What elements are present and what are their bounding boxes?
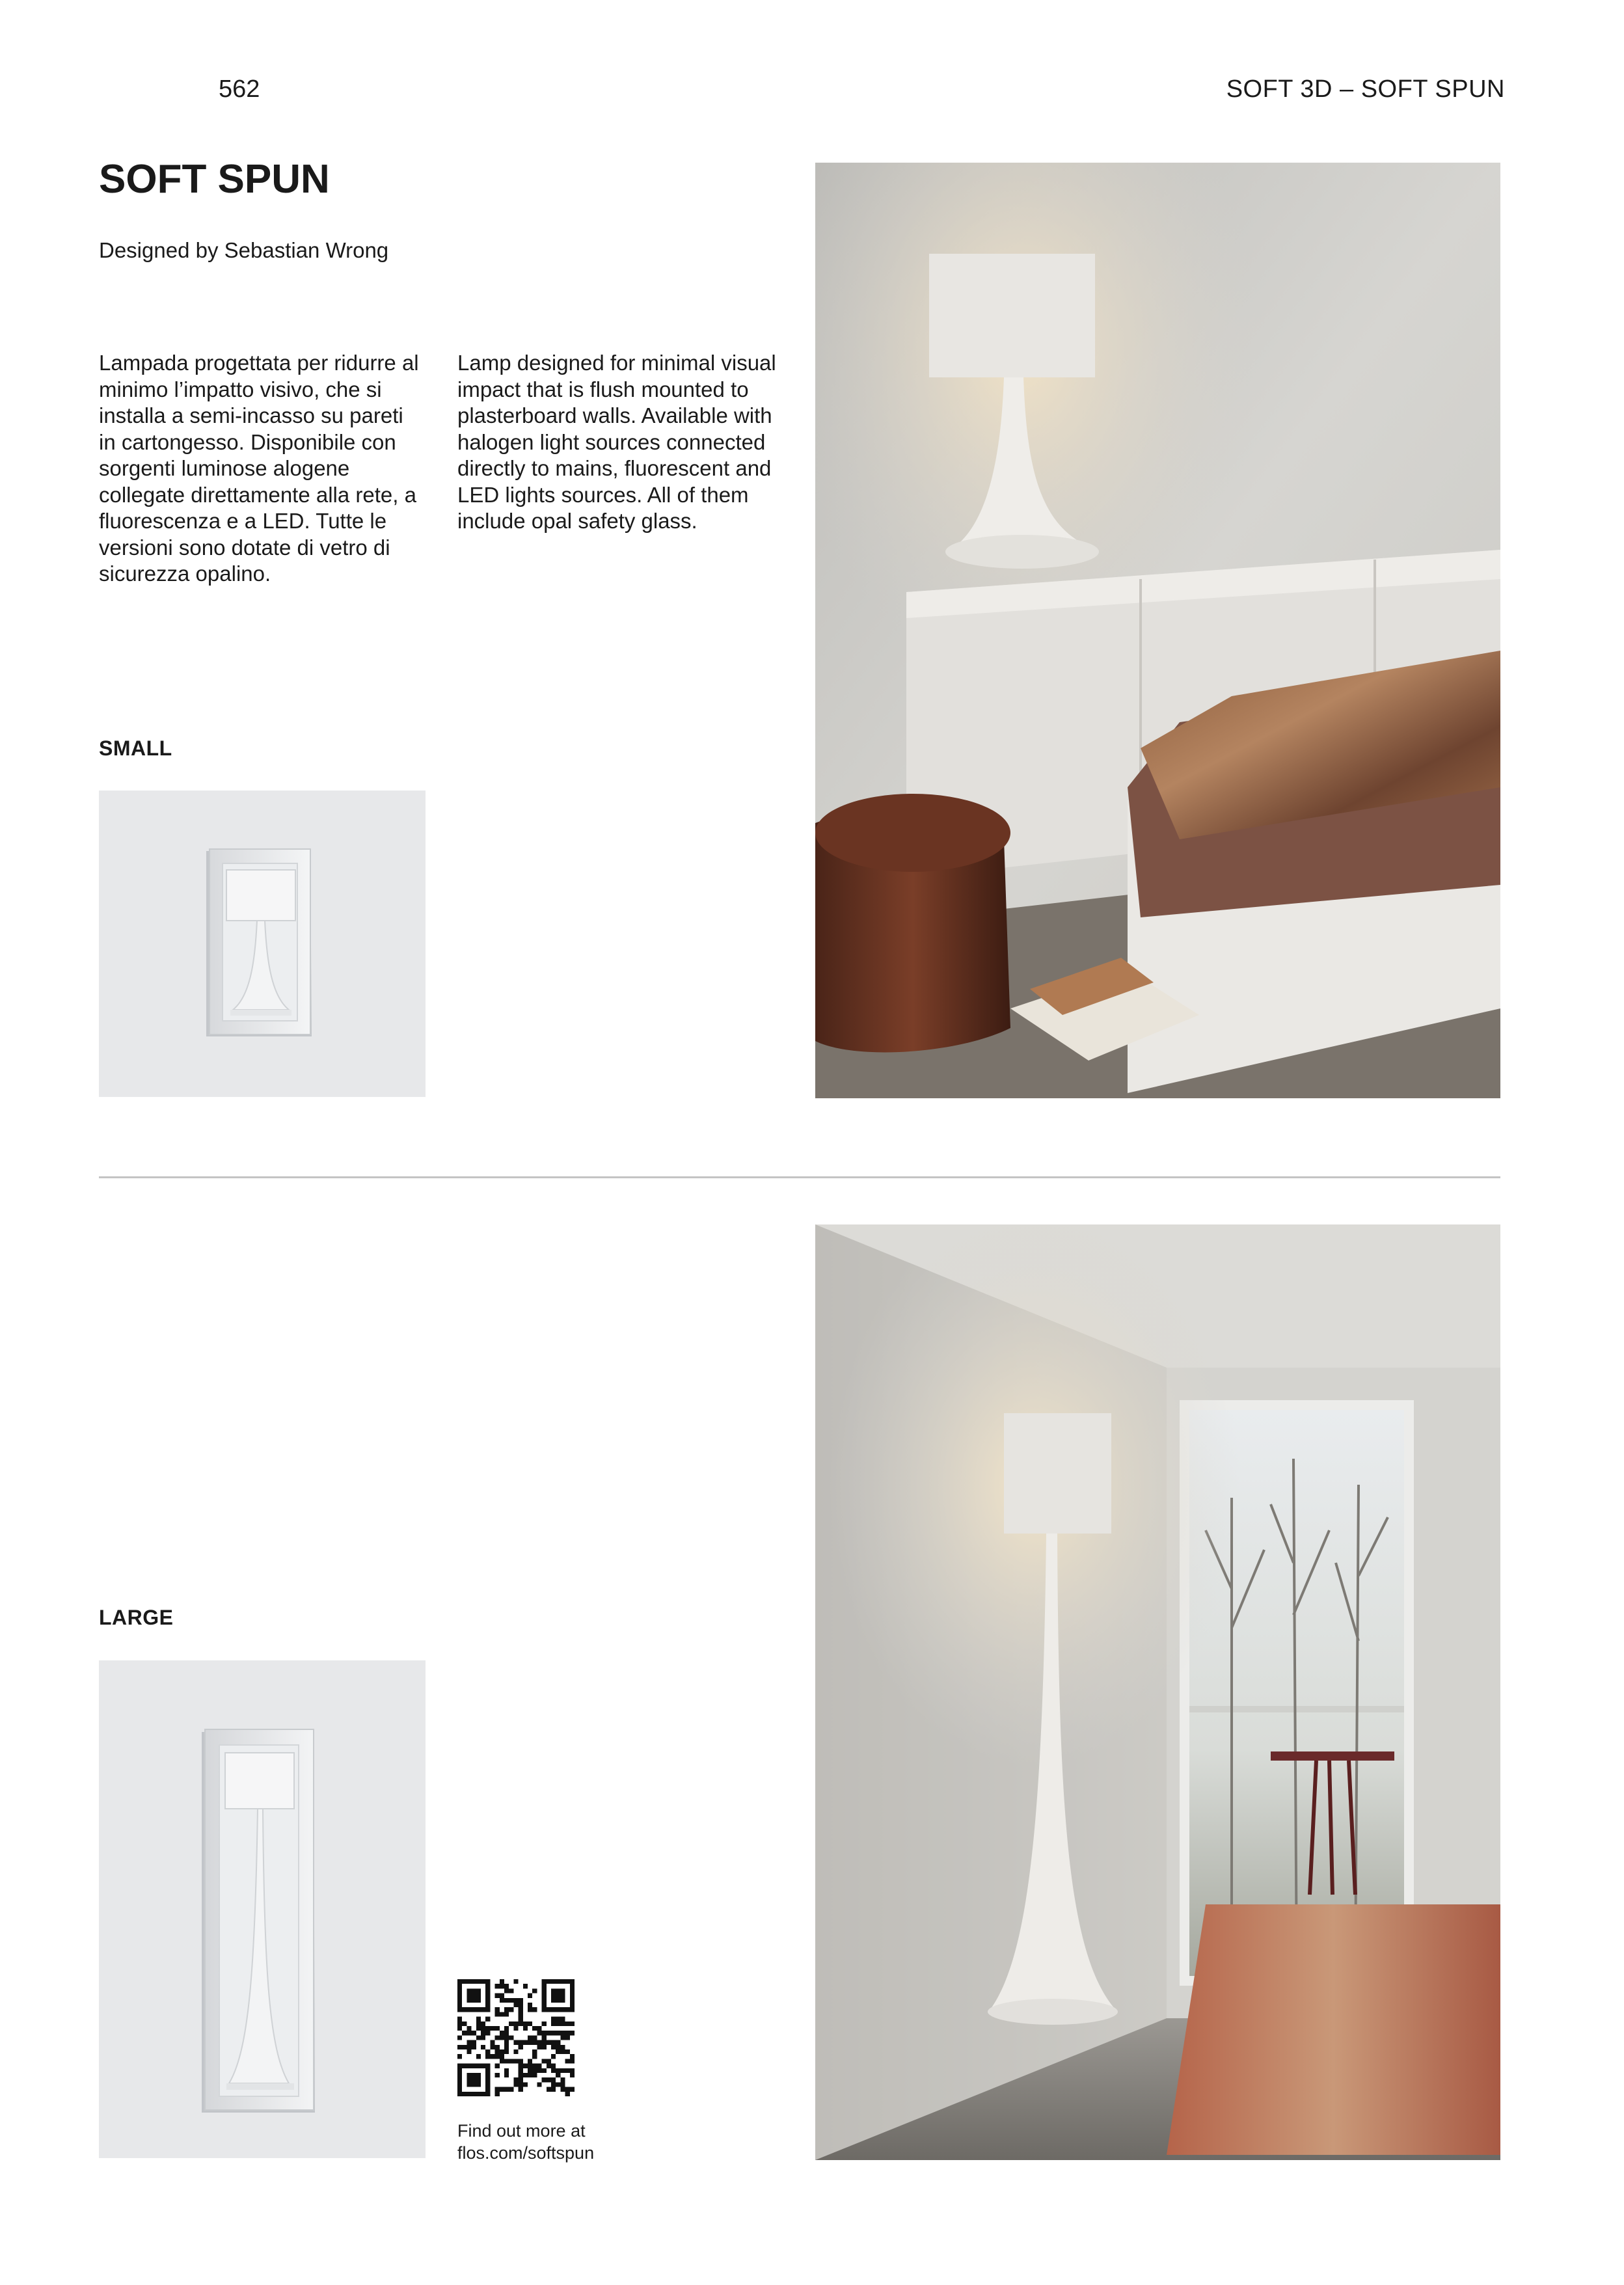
qr-caption-url[interactable]: flos.com/softspun <box>457 2143 595 2163</box>
designer-credit: Designed by Sebastian Wrong <box>99 238 389 262</box>
size-label-small: SMALL <box>99 737 172 760</box>
product-image-small <box>99 791 426 1097</box>
section-title: SOFT 3D – SOFT SPUN <box>1226 75 1505 103</box>
product-image-large <box>99 1660 426 2158</box>
qr-code[interactable] <box>457 1979 575 2096</box>
section-divider <box>99 1176 1500 1178</box>
page-number: 562 <box>219 75 260 103</box>
size-label-large: LARGE <box>99 1606 174 1629</box>
description-english: Lamp designed for minimal visual impact that is flush mounted to plasterboard walls. Available with halogen light sources connected directly to mains, fluorescent and LED lights sources. All of them include opal safety glass. <box>457 351 776 533</box>
qr-caption <box>457 2120 594 2164</box>
description-italian: Lampada progettata per ridurre al minimo l’impatto visivo, che si installa a semi-incasso su pareti in cartongesso. Disponibile con sorgenti luminose alogene collegate direttamente alla rete, a fluorescenza e a LED. Tutte le versioni sono dotate di vetro di sicurezza opalino. <box>99 351 419 586</box>
qr-caption-line1: Find out more at <box>457 2121 586 2141</box>
product-title: SOFT SPUN <box>99 157 330 202</box>
photo-bedroom-scene <box>815 163 1500 1098</box>
photo-hallway-scene <box>815 1224 1500 2160</box>
